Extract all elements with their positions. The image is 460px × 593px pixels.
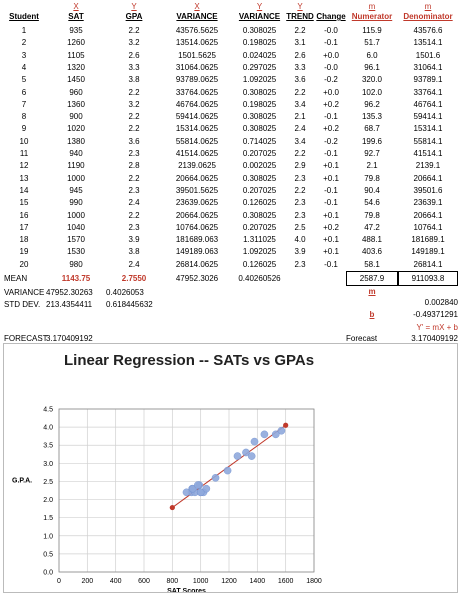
- table-cell: 31064.0625: [175, 62, 219, 72]
- table-cell: 2.2: [294, 87, 306, 97]
- table-cell: 2.3: [128, 149, 140, 158]
- m-label: m: [368, 287, 376, 296]
- table-cell: 0.308025: [242, 87, 277, 97]
- table-cell: 10: [19, 136, 29, 146]
- table-cell: 149189.1: [411, 247, 445, 257]
- numerator-total-box: [346, 271, 398, 286]
- table-cell: 18: [19, 235, 29, 245]
- column-header: SAT: [68, 12, 84, 21]
- chart-title: Linear Regression -- SATs vs GPAs: [64, 352, 315, 369]
- table-cell: 26814.0625: [175, 259, 219, 269]
- table-cell: 39501.6: [413, 185, 443, 195]
- table-cell: 0.308025: [242, 173, 277, 183]
- x-tick-label: 200: [81, 578, 94, 585]
- data-point: [251, 438, 258, 445]
- table-cell: 149189.063: [175, 247, 219, 257]
- table-cell: 0.207025: [242, 185, 277, 195]
- table-cell: -0.2: [324, 136, 338, 146]
- table-cell: 2.4: [294, 124, 306, 134]
- x-tick-label: 1200: [221, 578, 237, 585]
- table-cell: 2.2: [294, 185, 306, 195]
- table-cell: 488.1: [361, 235, 383, 245]
- table-cell: 0.714025: [242, 136, 277, 146]
- table-cell: +0.1: [323, 210, 339, 220]
- mean-gpa: 2.7550: [121, 274, 147, 283]
- x-tick-label: 600: [138, 578, 150, 585]
- b-label: b: [369, 310, 375, 319]
- table-cell: 2.2: [128, 210, 140, 220]
- b-value: -0.49371291: [413, 310, 458, 319]
- x-tick-label: 1800: [306, 578, 322, 585]
- table-cell: 10764.0625: [175, 222, 219, 232]
- table-cell: 13: [19, 173, 29, 183]
- table-cell: 93789.0625: [175, 75, 219, 85]
- y-tick-label: 3.0: [43, 460, 53, 468]
- table-cell: 20664.0625: [175, 210, 219, 220]
- table-cell: 3.9: [128, 235, 140, 245]
- table-cell: -0.1: [324, 198, 338, 208]
- table-cell: -0.1: [324, 38, 338, 48]
- table-cell: 1: [21, 26, 27, 35]
- table-cell: 20: [19, 259, 29, 269]
- header-letter: X: [194, 2, 200, 11]
- table-cell: 33764.1: [413, 87, 443, 97]
- table-cell: 90.4: [364, 185, 380, 195]
- header-letter: Y: [256, 2, 263, 11]
- table-cell: 26814.1: [413, 259, 443, 269]
- table-cell: 6.0: [366, 50, 378, 60]
- table-cell: 2.9: [294, 161, 306, 171]
- table-cell: -0.1: [324, 259, 338, 269]
- table-cell: 79.8: [364, 210, 380, 220]
- table-cell: -0.1: [324, 112, 338, 122]
- table-cell: 1360: [67, 99, 85, 109]
- table-cell: 15314.1: [413, 124, 443, 134]
- table-cell: 990: [69, 198, 83, 208]
- x-tick-label: 1000: [192, 578, 209, 585]
- table-cell: 20664.0625: [175, 173, 219, 183]
- table-cell: 2139.0625: [178, 161, 216, 171]
- table-cell: 980: [69, 259, 83, 269]
- table-cell: 2.3: [128, 185, 140, 195]
- table-cell: 23639.1: [413, 198, 443, 208]
- x-tick-label: 800: [166, 578, 179, 585]
- table-cell: 55814.1: [413, 136, 443, 146]
- header-letter: m: [424, 2, 432, 11]
- table-cell: 0.126025: [242, 259, 277, 269]
- table-cell: 3.2: [128, 99, 140, 109]
- mean-label: MEAN: [4, 274, 28, 283]
- mean-var-x: 47952.3026: [175, 274, 219, 283]
- data-point: [212, 474, 219, 481]
- table-cell: 2.2: [294, 26, 306, 35]
- table-cell: -0.2: [324, 75, 338, 85]
- table-cell: 2139.1: [415, 161, 441, 171]
- x-tick-label: 1400: [249, 578, 266, 585]
- y-tick-label: 4.5: [43, 406, 53, 414]
- data-point: [194, 481, 201, 488]
- table-cell: 4: [21, 62, 27, 72]
- table-cell: 2.6: [128, 50, 140, 60]
- table-cell: 43576.5625: [175, 26, 219, 35]
- table-cell: 115.9: [362, 26, 382, 35]
- forecast-label-2: Forecast: [346, 334, 378, 343]
- table-cell: 11: [19, 149, 29, 158]
- column-header: Change: [316, 12, 346, 21]
- column-header: VARIANCE: [238, 12, 281, 21]
- table-cell: 33764.0625: [175, 87, 219, 97]
- trend-endpoint: [170, 505, 175, 510]
- variance-label: VARIANCE: [4, 288, 45, 297]
- data-point: [234, 452, 241, 459]
- table-cell: +0.1: [323, 161, 339, 171]
- table-cell: 1530: [67, 247, 85, 257]
- table-cell: 3.6: [128, 136, 140, 146]
- table-cell: 12: [19, 161, 29, 171]
- table-cell: 2.3: [294, 259, 306, 269]
- table-cell: 3: [21, 50, 27, 60]
- table-cell: 23639.0625: [175, 198, 219, 208]
- table-cell: 0.198025: [242, 99, 277, 109]
- table-cell: +0.2: [323, 99, 339, 109]
- table-cell: 1.311025: [243, 235, 276, 245]
- m-value: 0.002840: [424, 298, 458, 307]
- table-cell: 10764.1: [413, 222, 443, 232]
- table-cell: 2.3: [294, 173, 306, 183]
- table-cell: 1000: [67, 210, 85, 220]
- table-cell: 403.6: [361, 247, 383, 257]
- table-cell: 960: [69, 87, 83, 97]
- stddev-sat: 213.4354411: [46, 300, 93, 309]
- table-cell: 16: [19, 210, 29, 220]
- table-cell: 2.3: [128, 222, 140, 232]
- table-cell: 2.5: [294, 222, 306, 232]
- table-cell: 2.2: [128, 173, 140, 183]
- header-letter: m: [368, 2, 376, 11]
- table-cell: 43576.6: [413, 26, 443, 35]
- table-cell: 2.6: [294, 50, 306, 60]
- table-cell: 55814.0625: [175, 136, 219, 146]
- x-tick-label: 400: [109, 578, 122, 585]
- y-tick-label: 0.5: [43, 551, 53, 559]
- table-cell: 92.7: [364, 149, 380, 158]
- column-header: TREND: [286, 12, 314, 21]
- table-cell: 2.1: [294, 112, 306, 122]
- table-cell: 96.1: [364, 62, 380, 72]
- table-cell: 0.002025: [242, 161, 277, 171]
- table-cell: 0.308025: [242, 210, 277, 220]
- mean-sat: 1143.75: [61, 274, 91, 283]
- y-tick-label: 1.5: [43, 515, 53, 523]
- y-tick-label: 2.0: [43, 497, 53, 505]
- y-tick-label: 4.0: [43, 424, 53, 432]
- table-cell: 51.7: [364, 38, 380, 48]
- table-cell: 0.126025: [242, 198, 277, 208]
- table-cell: 6: [21, 87, 27, 97]
- table-cell: 59414.1: [413, 112, 443, 122]
- stddev-gpa: 0.618445632: [106, 300, 153, 309]
- table-cell: 8: [21, 112, 27, 122]
- data-point: [248, 452, 255, 459]
- table-cell: 1320: [67, 62, 85, 72]
- table-cell: 2.2: [128, 26, 140, 35]
- table-cell: +0.1: [323, 247, 339, 257]
- x-axis-label: SAT Scores: [167, 588, 206, 592]
- table-cell: 3.4: [294, 136, 306, 146]
- header-letter: Y: [297, 2, 303, 11]
- table-cell: +0.2: [323, 124, 339, 134]
- table-cell: -0.1: [324, 185, 338, 195]
- table-cell: 1190: [67, 161, 85, 171]
- y-tick-label: 3.5: [43, 442, 53, 450]
- table-cell: 46764.0625: [175, 99, 219, 109]
- forecast-label: FORECAST: [4, 334, 48, 343]
- table-cell: 19: [19, 247, 29, 257]
- mean-var-y: 0.40260526: [238, 274, 281, 283]
- table-cell: 2.3: [294, 210, 306, 220]
- column-header: Numerator: [351, 12, 393, 21]
- denominator-total: 911093.8: [411, 274, 445, 283]
- y-tick-label: 0.0: [43, 569, 53, 577]
- table-cell: 4.0: [294, 235, 306, 245]
- table-cell: +0.1: [323, 173, 339, 183]
- equation-label: Y' = mX + b: [416, 323, 458, 332]
- table-cell: 1450: [67, 75, 85, 85]
- table-cell: 1000: [67, 173, 85, 183]
- table-cell: 1501.5625: [178, 50, 216, 60]
- table-cell: 945: [69, 185, 83, 195]
- column-header: GPA: [125, 12, 143, 21]
- table-cell: 41514.0625: [175, 149, 219, 158]
- table-cell: 0.024025: [242, 50, 277, 60]
- table-cell: 39501.5625: [175, 185, 219, 195]
- table-cell: 2: [21, 38, 27, 48]
- table-cell: 0.308025: [242, 112, 277, 122]
- table-cell: 199.6: [361, 136, 383, 146]
- table-cell: 135.3: [361, 112, 383, 122]
- forecast-value-2: 3.170409192: [411, 334, 458, 343]
- table-cell: 1105: [67, 50, 85, 60]
- table-cell: 9: [21, 124, 27, 134]
- table-cell: 900: [69, 112, 83, 122]
- table-cell: -0.0: [324, 26, 338, 35]
- table-cell: 2.3: [294, 198, 306, 208]
- table-cell: 3.3: [294, 62, 306, 72]
- y-axis-label: G.P.A.: [12, 477, 33, 485]
- table-cell: 1040: [67, 222, 85, 232]
- table-cell: 0.308025: [242, 124, 277, 134]
- table-cell: 1.092025: [242, 75, 277, 85]
- table-cell: 3.9: [294, 247, 306, 257]
- table-cell: 13514.0625: [175, 38, 219, 48]
- column-header: Denominator: [403, 12, 453, 21]
- variance-sat: 47952.30263: [46, 288, 93, 297]
- table-cell: 3.4: [294, 99, 306, 109]
- table-cell: 93789.1: [413, 75, 443, 85]
- table-cell: 2.2: [294, 149, 306, 158]
- table-cell: 3.3: [128, 62, 140, 72]
- table-cell: -0.0: [324, 62, 338, 72]
- table-cell: +0.0: [323, 50, 339, 60]
- table-cell: 58.1: [364, 259, 380, 269]
- table-cell: 96.2: [364, 99, 380, 109]
- column-header: VARIANCE: [176, 12, 218, 21]
- table-cell: 15: [19, 198, 29, 208]
- table-cell: +0.0: [323, 87, 339, 97]
- table-cell: 46764.1: [413, 99, 443, 109]
- table-cell: 14: [19, 185, 29, 195]
- table-cell: 102.0: [361, 87, 383, 97]
- stddev-label: STD DEV.: [4, 300, 41, 309]
- table-cell: 2.2: [128, 124, 140, 134]
- trend-endpoint: [283, 423, 288, 428]
- data-point: [272, 431, 279, 438]
- x-tick-label: 0: [57, 578, 61, 585]
- table-cell: +0.1: [323, 235, 339, 245]
- table-cell: 47.2: [364, 222, 380, 232]
- table-cell: -0.1: [324, 149, 338, 158]
- table-cell: 0.308025: [242, 26, 277, 35]
- table-cell: 7: [21, 99, 27, 109]
- table-cell: 2.2: [128, 112, 140, 122]
- table-cell: 20664.1: [413, 210, 443, 220]
- column-header: Student: [9, 12, 39, 21]
- table-cell: 181689.063: [175, 235, 219, 245]
- table-cell: 79.8: [364, 173, 380, 183]
- forecast-value: 3.170409192: [46, 334, 93, 343]
- regression-chart: [3, 343, 458, 593]
- data-point: [224, 467, 231, 474]
- table-cell: 20664.1: [413, 173, 443, 183]
- y-tick-label: 1.0: [43, 533, 53, 541]
- table-cell: 13514.1: [413, 38, 443, 48]
- table-cell: 17: [19, 222, 29, 232]
- data-point: [203, 485, 210, 492]
- numerator-total: 2587.9: [359, 274, 385, 283]
- table-cell: +0.2: [323, 222, 339, 232]
- x-tick-label: 1600: [277, 578, 294, 585]
- table-cell: 1501.6: [415, 50, 441, 60]
- table-cell: 0.297025: [242, 62, 277, 72]
- table-cell: 2.4: [128, 259, 140, 269]
- variance-gpa: 0.4026053: [106, 288, 144, 297]
- denominator-total-box: [398, 271, 458, 286]
- header-letter: X: [73, 2, 79, 11]
- table-cell: 181689.1: [411, 235, 445, 245]
- table-cell: 940: [69, 149, 83, 158]
- table-cell: 41514.1: [413, 149, 443, 158]
- chart-plot: [4, 344, 457, 592]
- table-cell: 68.7: [364, 124, 380, 134]
- data-point: [261, 431, 268, 438]
- table-cell: 31064.1: [413, 62, 443, 72]
- table-cell: 2.8: [128, 161, 140, 171]
- table-cell: 1260: [67, 38, 85, 48]
- table-cell: 0.207025: [242, 149, 277, 158]
- table-cell: 2.1: [366, 161, 378, 171]
- header-letter: Y: [131, 2, 137, 11]
- table-cell: 1570: [67, 235, 85, 245]
- table-cell: 3.8: [128, 75, 140, 85]
- table-cell: 54.6: [364, 198, 380, 208]
- table-cell: 320.0: [361, 75, 383, 85]
- table-cell: 3.2: [128, 38, 140, 48]
- table-cell: 3.1: [294, 38, 306, 48]
- table-cell: 59414.0625: [175, 112, 219, 122]
- table-cell: 0.207025: [242, 222, 277, 232]
- table-cell: 2.4: [128, 198, 140, 208]
- table-cell: 3.6: [294, 75, 306, 85]
- table-cell: 0.198025: [242, 38, 277, 48]
- table-cell: 2.2: [128, 87, 140, 97]
- y-tick-label: 2.5: [43, 478, 53, 486]
- table-cell: 3.8: [128, 247, 140, 257]
- table-cell: 1380: [67, 136, 85, 146]
- table-cell: 5: [21, 75, 27, 85]
- table-cell: 15314.0625: [175, 124, 219, 134]
- table-cell: 935: [69, 26, 83, 35]
- table-cell: 1.092025: [242, 247, 277, 257]
- table-cell: 1020: [67, 124, 85, 134]
